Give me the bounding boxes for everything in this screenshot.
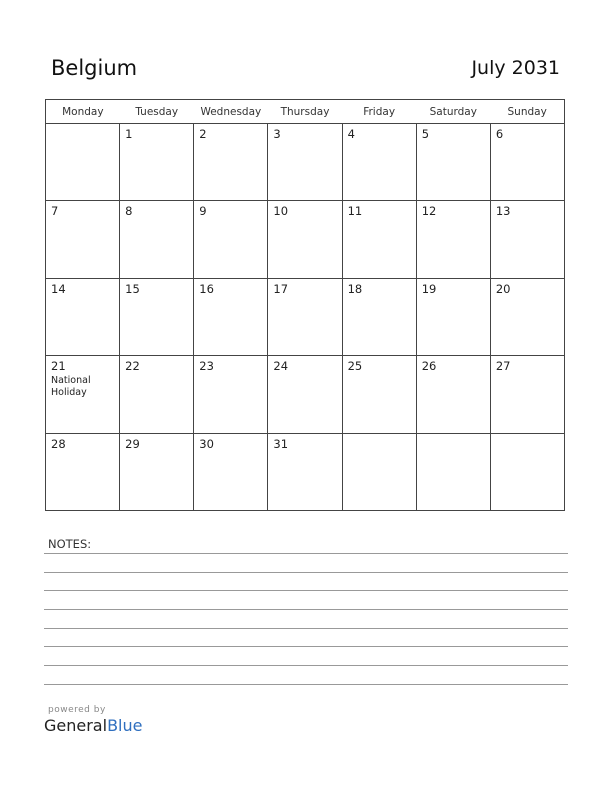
- notes-label: NOTES:: [48, 537, 92, 551]
- holiday-label: National Holiday: [51, 375, 91, 399]
- day-number: 22: [125, 359, 140, 374]
- day-cell: [120, 433, 194, 510]
- day-cell: [46, 278, 120, 355]
- day-number: 14: [51, 281, 66, 296]
- day-number: 3: [273, 127, 281, 141]
- day-number: 2: [199, 127, 207, 141]
- week-row: [46, 124, 565, 201]
- day-cell: [194, 124, 268, 201]
- day-cell: [268, 278, 342, 355]
- day-cell: [416, 433, 490, 510]
- day-number: 17: [273, 281, 289, 296]
- week-row: [46, 356, 565, 433]
- day-number: 23: [199, 359, 214, 374]
- day-number: 13: [495, 204, 511, 219]
- day-number: 11: [347, 204, 363, 219]
- day-cell: [490, 433, 564, 510]
- day-number: 6: [495, 127, 504, 141]
- day-cell: [120, 356, 194, 433]
- day-number: 15: [125, 281, 140, 296]
- day-number: 25: [347, 359, 363, 374]
- note-line: [44, 572, 568, 573]
- day-number: 7: [51, 204, 59, 219]
- generalblue-logo[interactable]: [44, 716, 142, 735]
- weekday-sunday: Sunday: [490, 100, 564, 124]
- day-cell: [194, 433, 268, 510]
- note-line: [44, 628, 568, 629]
- day-cell: [46, 433, 120, 510]
- day-cell: [194, 278, 268, 355]
- weekday-thursday: Thursday: [268, 100, 342, 124]
- day-number: 10: [273, 204, 289, 219]
- brand-general-text: General: [44, 716, 108, 735]
- day-cell: [416, 201, 490, 278]
- day-number: 8: [125, 204, 133, 219]
- day-cell: [490, 124, 564, 201]
- day-cell: [268, 433, 342, 510]
- day-cell: [120, 201, 194, 278]
- note-line: [44, 590, 568, 591]
- day-cell: [490, 278, 564, 355]
- weekday-tuesday: Tuesday: [120, 100, 194, 124]
- day-number: 5: [421, 127, 430, 141]
- day-cell: [46, 124, 120, 201]
- day-cell: [46, 201, 120, 278]
- day-number: 18: [347, 281, 363, 296]
- weekday-monday: Monday: [46, 100, 120, 124]
- weekday-friday: Friday: [342, 100, 416, 124]
- weekday-wednesday: Wednesday: [194, 100, 268, 124]
- calendar-grid: [45, 99, 565, 511]
- note-line: [44, 684, 568, 685]
- day-cell: [342, 278, 416, 355]
- day-cell: [342, 433, 416, 510]
- day-number: 19: [421, 281, 437, 296]
- week-row: [46, 201, 565, 278]
- country-title: Belgium: [51, 56, 138, 80]
- day-number: 27: [495, 359, 511, 374]
- day-cell: [268, 124, 342, 201]
- day-cell: [46, 356, 120, 433]
- powered-by-text: powered by: [48, 705, 106, 715]
- day-cell: [120, 124, 194, 201]
- day-cell: [342, 356, 416, 433]
- day-cell: [416, 356, 490, 433]
- day-cell: [194, 356, 268, 433]
- day-cell: [194, 201, 268, 278]
- day-number: 16: [199, 281, 214, 296]
- weekday-header-row: [46, 100, 565, 124]
- note-line: [44, 646, 568, 647]
- week-row: [46, 433, 565, 510]
- day-number: 1: [125, 127, 133, 141]
- day-cell: [342, 201, 416, 278]
- day-cell: [416, 278, 490, 355]
- day-number: 31: [273, 436, 289, 451]
- day-number: 9: [199, 204, 207, 219]
- day-number: 24: [273, 359, 289, 374]
- day-cell: [416, 124, 490, 201]
- note-line: [44, 553, 568, 554]
- day-number: 28: [51, 436, 66, 451]
- day-cell: [120, 278, 194, 355]
- day-cell: [490, 201, 564, 278]
- day-number: 21: [51, 359, 66, 374]
- day-cell: [490, 356, 564, 433]
- month-title: July 2031: [471, 57, 560, 79]
- day-number: 20: [495, 281, 511, 296]
- day-number: 4: [347, 127, 355, 141]
- day-number: 26: [421, 359, 437, 374]
- note-line: [44, 665, 568, 666]
- note-line: [44, 609, 568, 610]
- day-cell: [268, 201, 342, 278]
- week-row: [46, 278, 565, 355]
- day-number: 12: [421, 204, 437, 219]
- day-number: 29: [125, 436, 140, 451]
- brand-blue-text: Blue: [107, 716, 143, 735]
- weekday-saturday: Saturday: [416, 100, 490, 124]
- day-cell: [268, 356, 342, 433]
- day-number: 30: [199, 436, 214, 451]
- day-cell: [342, 124, 416, 201]
